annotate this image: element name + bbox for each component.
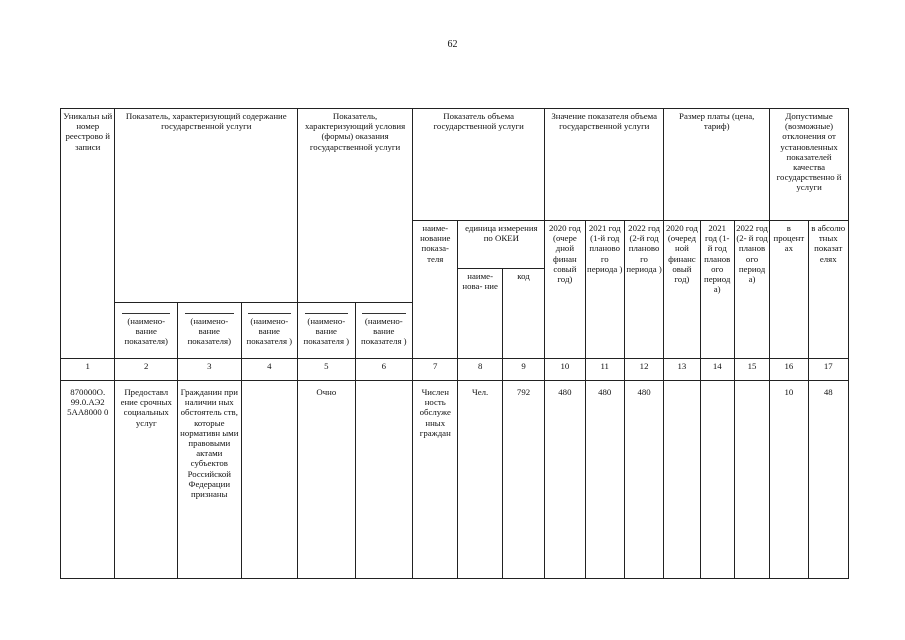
header-volume: Показатель объема государственной услуги	[413, 109, 545, 221]
subheader-conditions-1: (наимено- вание показателя )	[298, 303, 356, 359]
page-number: 62	[447, 39, 458, 50]
cell-fee-2022	[734, 381, 769, 579]
header-value: Значение показателя объема государственной услуги	[545, 109, 664, 221]
column-number: 8	[458, 359, 502, 381]
column-number: 13	[664, 359, 700, 381]
header-value-2020: 2020 год (очере дной финан совый год)	[545, 221, 585, 359]
header-volume-unit: единица измерения по ОКЕИ	[458, 221, 545, 269]
header-fee-2020: 2020 год (очеред ной финанс овый год)	[664, 221, 700, 359]
header-unit-code: код	[502, 269, 544, 359]
header-unit-name: наиме- нова- ние	[458, 269, 502, 359]
column-number: 14	[700, 359, 734, 381]
header-fee-2021: 2021 год (1- й год планов ого период а)	[700, 221, 734, 359]
cell-value-2020: 480	[545, 381, 585, 579]
cell-deviation-absolute: 48	[808, 381, 849, 579]
cell-registry-id: 870000О. 99.0.АЭ2 5АА8000 0	[61, 381, 115, 579]
column-number: 11	[585, 359, 624, 381]
cell-recipient-category: Гражданин при наличии ных обстоятель ств, которые нормативн ыми правовыми актами субъектов Российской Федерации признаны	[178, 381, 242, 579]
header-volume-name: наиме- нование показа- теля	[413, 221, 458, 359]
cell-service-content: Предоставл ение срочных социальных услуг	[115, 381, 178, 579]
column-number: 10	[545, 359, 585, 381]
cell-condition-2	[355, 381, 413, 579]
table-row	[61, 381, 849, 579]
cell-form: Очно	[298, 381, 356, 579]
header-row-1	[61, 109, 849, 221]
subheader-conditions-2: (наимено- вание показателя )	[355, 303, 413, 359]
header-content: Показатель, характеризующий содержание государственной услуги	[115, 109, 298, 303]
header-deviation-absolute: в абсолю тных показат елях	[808, 221, 849, 359]
column-number: 12	[624, 359, 663, 381]
cell-unit-name: Чел.	[458, 381, 502, 579]
cell-unit-code: 792	[502, 381, 544, 579]
header-deviation-percent: в процент ах	[770, 221, 808, 359]
subheader-content-3: (наимено- вание показателя )	[241, 303, 298, 359]
column-number: 9	[502, 359, 544, 381]
column-number: 15	[734, 359, 769, 381]
cell-value-2022: 480	[624, 381, 663, 579]
header-fee-2022: 2022 год (2- й год планов ого период а)	[734, 221, 769, 359]
column-number: 3	[178, 359, 242, 381]
column-number: 5	[298, 359, 356, 381]
cell-fee-2020	[664, 381, 700, 579]
header-conditions: Показатель, характеризующий условия (формы) оказания государственной услуги	[298, 109, 413, 303]
header-unique-id: Уникальн ый номер реестрово й записи	[61, 109, 115, 359]
header-value-2021: 2021 год (1-й год планово го периода )	[585, 221, 624, 359]
column-number: 16	[770, 359, 808, 381]
header-deviation: Допустимые (возможные) отклонения от установленных показателей качества государственно й услуги	[770, 109, 849, 221]
subheader-content-2: (наимено- вание показателя)	[178, 303, 242, 359]
column-number: 4	[241, 359, 298, 381]
header-value-2022: 2022 год (2-й год планово го периода )	[624, 221, 663, 359]
cell-deviation-percent: 10	[770, 381, 808, 579]
registry-table	[60, 108, 849, 579]
cell-content-3	[241, 381, 298, 579]
column-number: 7	[413, 359, 458, 381]
column-number: 17	[808, 359, 849, 381]
column-number: 1	[61, 359, 115, 381]
subheader-content-1: (наимено- вание показателя)	[115, 303, 178, 359]
cell-volume-indicator: Числен ность обслуже нных граждан	[413, 381, 458, 579]
header-fee: Размер платы (цена, тариф)	[664, 109, 770, 221]
column-number-row	[61, 359, 849, 381]
column-number: 6	[355, 359, 413, 381]
cell-fee-2021	[700, 381, 734, 579]
cell-value-2021: 480	[585, 381, 624, 579]
column-number: 2	[115, 359, 178, 381]
